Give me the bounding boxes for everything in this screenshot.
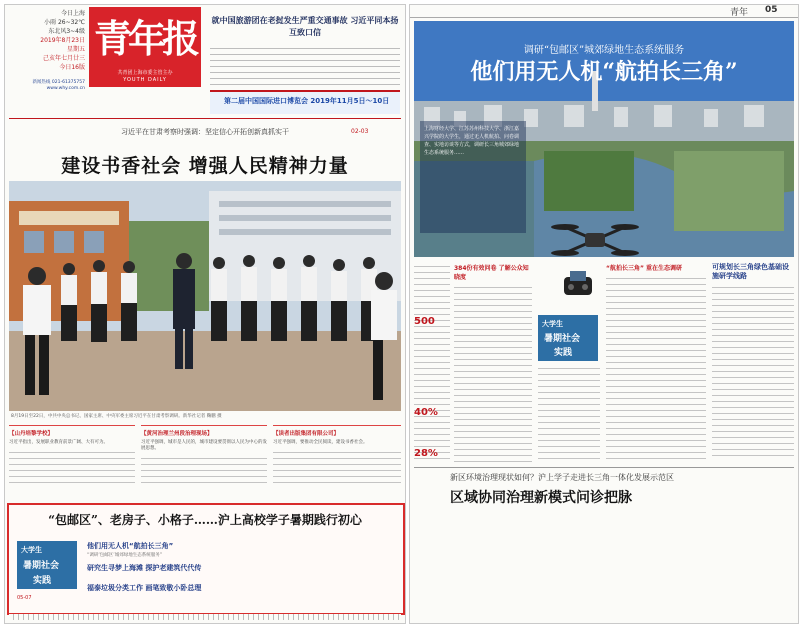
expo-banner — [210, 90, 400, 114]
stat-number: 28% — [414, 448, 438, 459]
stat-number: 500 — [414, 316, 435, 327]
promo-page-ref: 05-07 — [17, 595, 32, 601]
weather-line: 小雨 26~32℃ — [44, 19, 85, 26]
article-column — [414, 263, 450, 463]
subsection-title: 384份有效问卷 了解公众知晓度 — [454, 265, 529, 281]
date-line: 星期五 — [66, 46, 85, 53]
article-column — [606, 263, 706, 463]
badge-line: 暑期社会 — [544, 334, 581, 344]
feature-lead-overlay — [420, 121, 526, 233]
section-2 — [141, 425, 267, 498]
promo-box — [7, 503, 405, 615]
remote-controller-icon — [560, 267, 596, 303]
article-column — [538, 365, 600, 463]
section-label: 【黄河治理兰州段治理现场】 — [141, 431, 213, 437]
promo-item[interactable]: 他们用无人机“航拍长三角” — [87, 542, 174, 550]
section-label: 【山丹培黎学校】 — [9, 431, 54, 437]
lead-photo-caption: 8月19日至22日，中共中央总书记、国家主席、中央军委主席习近平在甘肃考察调研。新华社记者 鞠鹏 摄 — [11, 414, 222, 419]
divider — [9, 118, 401, 119]
promo-headline: “包邮区”、老房子、小格子……沪上高校学子暑期践行初心 — [48, 513, 362, 527]
masthead-title: 青年报 — [93, 16, 196, 61]
lead-headline: 建设书香社会 增强人民精神力量 — [61, 155, 349, 177]
article-column — [712, 263, 794, 463]
promo-item[interactable]: 福泰垃圾分类工作 画笔致敬小卧总理 — [87, 584, 202, 592]
page-header — [410, 5, 798, 18]
expo-text: 第二届中国国际进口博览会 2019年11月5日～10日 — [224, 97, 390, 105]
promo-note: “调研‘包邮区’城郊绿地生态系统服务” — [87, 553, 163, 558]
badge-line: 大学生 — [542, 320, 563, 328]
section-text: 习近平强调，城市是人民的，城市建设要贯彻以人民为中心的发展思想。 — [141, 440, 267, 451]
feature-kicker: 调研“包邮区”城郊绿地生态系统服务 — [523, 45, 685, 56]
page-number: 05 — [765, 5, 778, 15]
ear-info — [7, 9, 85, 92]
group-photo-illustration — [9, 181, 401, 411]
section-text: 习近平指出，发展职业教育前景广阔、大有可为。 — [9, 440, 108, 445]
lower-kicker: 新区环境治理现状如何？沪上学子走进长三角一体化发展示范区 — [450, 473, 674, 482]
feature-lead-text: 上海财经大学、江苏苏州科技大学、浙江嘉兴学院的大学生，通过无人机航拍、问卷调查、实地访谈等方式，调研长三角城郊绿地生态系统服务…… — [424, 126, 520, 156]
feature-headline: 他们用无人机“航拍长三角” — [470, 59, 738, 85]
summer-practice-badge — [17, 541, 77, 589]
date-line: 2019年8月23日 — [40, 37, 85, 44]
front-page — [4, 4, 406, 624]
article-column — [454, 263, 532, 463]
date-line: 今日16版 — [59, 64, 85, 71]
section-text: 习近平强调，要推动全民阅读，建设书香社会。 — [273, 440, 368, 445]
section-1 — [9, 425, 135, 498]
masthead-english: YOUTH DAILY — [123, 77, 167, 83]
stat-number: 40% — [414, 407, 438, 418]
weather-line: 东北风3~4级 — [48, 28, 85, 35]
inside-page — [409, 4, 799, 624]
top-story-headline: 就中国旅游团在老挝发生严重交通事故 习近平同本扬互致口信 — [211, 16, 399, 37]
section-label: 【读者出版集团有限公司】 — [273, 431, 340, 437]
masthead — [89, 7, 201, 87]
subsection-title: 可规划长三角绿色基础设施研学线路 — [712, 263, 789, 280]
lead-photo — [9, 181, 401, 411]
drone-icon — [550, 215, 640, 265]
badge-line: 暑期社会 — [23, 561, 60, 571]
news-hotline: 新闻热线 021-61375757 www.why.com.cn — [32, 80, 85, 91]
top-story-body — [210, 45, 400, 85]
badge-line: 实践 — [554, 348, 573, 358]
summer-practice-badge — [538, 315, 598, 361]
lead-page-ref: 02-03 — [351, 128, 369, 135]
date-line: 己亥年七月廿三 — [42, 55, 85, 62]
weather-line: 今日上海 — [60, 10, 85, 17]
lower-article-body — [450, 511, 794, 615]
section-3 — [273, 425, 401, 498]
footer-info — [9, 614, 401, 620]
subsection-title: “航拍长三角” 重在生态调研 — [606, 265, 682, 272]
section-name: 青年 — [730, 8, 749, 18]
divider — [414, 467, 794, 468]
lower-headline: 区域协同治理新模式问诊把脉 — [450, 490, 632, 506]
badge-line: 大学生 — [21, 546, 42, 554]
lead-kicker: 习近平在甘肃考察时强调：坚定信心开拓创新真抓实干 — [121, 128, 289, 136]
badge-line: 实践 — [33, 576, 52, 586]
promo-item[interactable]: 研究生寻梦上海滩 探护老建筑代代传 — [87, 564, 202, 572]
masthead-subtitle: 共青团上海市委主管主办 — [117, 70, 173, 76]
